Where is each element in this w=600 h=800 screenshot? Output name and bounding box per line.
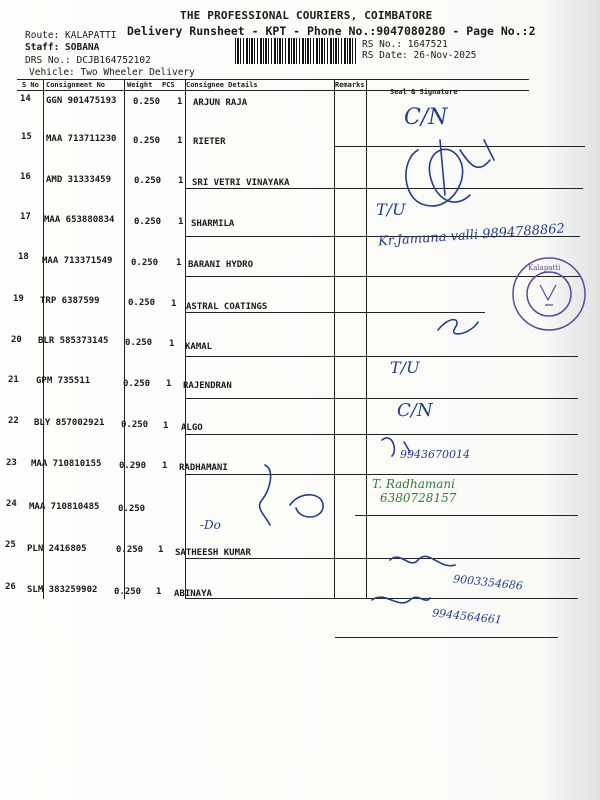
row-consignee: SHARMILA xyxy=(191,219,235,229)
row-sno: 21 xyxy=(8,375,19,385)
signature-row22 xyxy=(382,438,410,456)
drs-number: DRS No.: DCJB164752102 xyxy=(25,55,151,66)
col-header-remarks: Remarks xyxy=(335,81,365,89)
row-pcs: 1 xyxy=(169,339,175,349)
row-pcs: 1 xyxy=(162,461,168,471)
row-weight: 0.250 xyxy=(133,136,161,146)
row-weight: 0.250 xyxy=(121,420,149,430)
staff-label: Staff: SOBANA xyxy=(25,42,100,53)
handwritten-tu-1: T/U xyxy=(376,200,406,219)
row-consignee: ABINAYA xyxy=(174,589,212,599)
row-weight: 0.250 xyxy=(125,338,153,348)
signature-row15-strokes xyxy=(440,140,494,195)
handwritten-ditto: -Do xyxy=(200,518,221,532)
company-title: THE PROFESSIONAL COURIERS, COIMBATORE xyxy=(180,9,433,22)
handwritten-phone-25: 9003354686 xyxy=(452,572,524,593)
row-consignment: MAA 710810155 xyxy=(31,459,102,469)
row-consignment: AMD 31333459 xyxy=(46,175,112,185)
row-sno: 17 xyxy=(20,212,31,222)
row-sno: 20 xyxy=(11,335,22,345)
handwritten-cn-1: C/N xyxy=(404,105,448,130)
col-header-consignment: Consignment No xyxy=(46,81,106,89)
handwritten-name-23: T. Radhamani xyxy=(372,477,455,491)
row-weight: 0.250 xyxy=(128,298,156,308)
runsheet-title: Delivery Runsheet - KPT - Phone No.:9047080280 - Page No.:2 xyxy=(127,24,536,38)
col-header-pcs: PCS xyxy=(162,81,175,89)
row-consignment: SLM 383259902 xyxy=(27,585,98,595)
row-weight: 0.250 xyxy=(114,587,142,597)
signature-row15 xyxy=(406,149,470,206)
col-header-sno: S No xyxy=(22,81,39,89)
row-sno: 15 xyxy=(21,132,32,142)
row-consignee: ALGO xyxy=(181,423,203,433)
row-weight: 0.250 xyxy=(134,176,162,186)
row-consignment: GPM 735511 xyxy=(36,376,91,386)
row-weight: 0.250 xyxy=(116,545,144,555)
route-label: Route: KALAPATTI xyxy=(25,30,117,41)
row-sno: 25 xyxy=(5,540,16,550)
row-pcs: 1 xyxy=(177,97,183,107)
row-pcs: 1 xyxy=(178,176,184,186)
rs-date: RS Date: 26-Nov-2025 xyxy=(362,50,477,61)
row-consignment: GGN 901475193 xyxy=(46,96,117,106)
signature-row26 xyxy=(372,597,430,603)
col-header-weight: Weight xyxy=(127,81,153,89)
row-consignee: SRI VETRI VINAYAKA xyxy=(192,178,290,188)
row-weight: 0.250 xyxy=(123,379,151,389)
stamp-text: Kalapatti xyxy=(528,264,561,272)
handwritten-cn-2: C/N xyxy=(397,400,433,421)
row-consignment: PLN 2416805 xyxy=(27,544,87,554)
col-header-consignee: Consignee Details xyxy=(186,81,258,89)
row-consignee: ARJUN RAJA xyxy=(193,98,248,108)
signature-row19 xyxy=(438,320,478,334)
row-consignee: RIETER xyxy=(193,137,226,147)
row-weight: 0.250 xyxy=(131,258,159,268)
row-weight: 0.250 xyxy=(134,217,162,227)
row-sno: 16 xyxy=(20,172,31,182)
handwritten-phone-22: 9943670014 xyxy=(400,448,470,461)
vehicle-label: Vehicle: Two Wheeler Delivery xyxy=(29,67,195,78)
row-pcs: 1 xyxy=(176,258,182,268)
row-consignment: TRP 6387599 xyxy=(40,296,100,306)
row-pcs: 1 xyxy=(156,587,162,597)
row-consignment: BLR 585373145 xyxy=(38,336,109,346)
row-consignee: ASTRAL COATINGS xyxy=(186,302,268,312)
mark-row24-loop xyxy=(290,495,323,517)
row-sno: 19 xyxy=(13,294,24,304)
row-consignment: MAA 653880834 xyxy=(44,215,115,225)
row-consignment: MAA 710810485 xyxy=(29,502,100,512)
row-weight: 0.290 xyxy=(119,461,147,471)
handwritten-tu-2: T/U xyxy=(390,358,420,377)
row-weight: 0.250 xyxy=(118,504,146,514)
row-pcs: 1 xyxy=(166,379,172,389)
row-consignment: BLY 857002921 xyxy=(34,418,105,428)
row-pcs: 1 xyxy=(158,545,164,555)
row-weight: 0.250 xyxy=(133,97,161,107)
row-consignment: MAA 713371549 xyxy=(42,256,113,266)
handwritten-phone-23: 6380728157 xyxy=(380,491,457,505)
row-sno: 23 xyxy=(6,458,17,468)
row-sno: 14 xyxy=(20,94,31,104)
rs-number: RS No.: 1647521 xyxy=(362,39,448,50)
row-pcs: 1 xyxy=(178,217,184,227)
row-pcs: 1 xyxy=(163,421,169,431)
row-sno: 24 xyxy=(6,499,17,509)
row-consignment: MAA 713711230 xyxy=(46,134,117,144)
mark-row24-bracket xyxy=(260,465,271,525)
signature-row25 xyxy=(390,556,455,565)
row-consignee: SATHEESH KUMAR xyxy=(175,548,251,558)
row-consignee: RADHAMANI xyxy=(179,463,228,473)
row-sno: 22 xyxy=(8,416,19,426)
handwritten-phone-17: Kr.Jamuna valli 9894788862 xyxy=(377,221,566,250)
row-pcs: 1 xyxy=(177,136,183,146)
row-sno: 18 xyxy=(18,252,29,262)
row-consignee: BARANI HYDRO xyxy=(188,260,254,270)
row-consignee: RAJENDRAN xyxy=(183,381,232,391)
row-pcs: 1 xyxy=(171,299,177,309)
row-consignee: KAMAL xyxy=(185,342,213,352)
row-sno: 26 xyxy=(5,582,16,592)
col-header-seal: Seal & Signature xyxy=(390,88,458,96)
handwritten-phone-26: 9944564661 xyxy=(431,606,503,627)
